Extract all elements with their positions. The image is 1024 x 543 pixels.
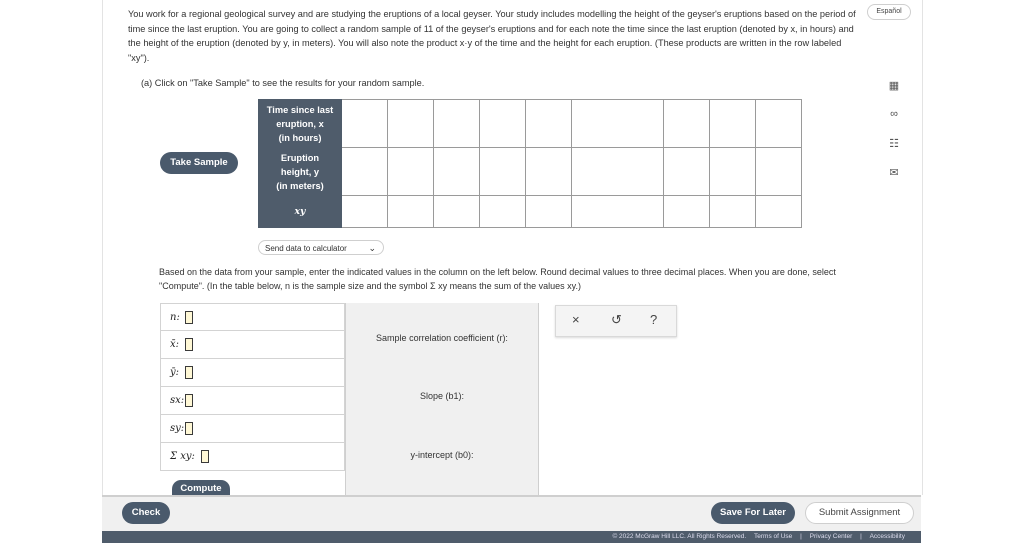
table-cell	[388, 100, 434, 148]
row-header-line: height, y	[280, 166, 320, 177]
compute-button[interactable]: Compute	[172, 480, 230, 498]
table-cell	[572, 100, 664, 148]
input-label: x̄:	[170, 339, 180, 350]
table-cell	[664, 196, 710, 228]
input-label: sx:	[170, 395, 185, 406]
table-row	[259, 148, 802, 196]
table-cell	[664, 100, 710, 148]
answer-toolbar	[555, 305, 677, 337]
sx-input[interactable]	[185, 394, 193, 407]
table-cell	[572, 148, 664, 196]
row-header-line: eruption, x	[276, 118, 324, 129]
input-column	[160, 303, 346, 495]
left-margin	[0, 0, 102, 543]
table-cell	[342, 100, 388, 148]
undo-icon[interactable]: ↺	[611, 312, 622, 327]
input-row-sum-xy	[160, 443, 345, 471]
help-icon[interactable]: ?	[650, 312, 658, 327]
table-cell	[710, 196, 756, 228]
intercept-label: y-intercept (b0):	[410, 450, 474, 460]
row-header-xy	[259, 196, 342, 228]
input-row-xbar	[160, 331, 345, 359]
input-label: n:	[170, 312, 180, 323]
table-cell	[342, 196, 388, 228]
save-for-later-button[interactable]: Save For Later	[711, 502, 795, 524]
ybar-input[interactable]	[185, 366, 193, 379]
language-button[interactable]: Español	[867, 4, 911, 20]
input-row-sx	[160, 387, 345, 415]
table-cell	[480, 148, 526, 196]
n-input[interactable]	[185, 311, 193, 324]
table-cell	[388, 148, 434, 196]
table-cell	[756, 100, 802, 148]
table-cell	[434, 196, 480, 228]
row-header-line: Eruption	[280, 152, 320, 163]
row-header-time	[259, 100, 342, 148]
mail-icon[interactable]: ✉	[889, 167, 899, 179]
row-header-line: Time since last	[266, 104, 334, 115]
instructions-text: Based on the data from your sample, enter the indicated values in the column on the left below. Round decimal values to three decimal places. When you are done, select "Compute". (In the table below, n is the sample size and the symbol Σ xy means the sum of the values xy.)	[159, 267, 836, 291]
table-row	[259, 196, 802, 228]
link-icon[interactable]: ∞	[890, 108, 898, 120]
table-cell	[388, 196, 434, 228]
row-header-line: xy	[294, 205, 306, 217]
input-row-ybar	[160, 359, 345, 387]
row-header-height	[259, 148, 342, 196]
table-cell	[526, 196, 572, 228]
table-cell	[434, 148, 480, 196]
table-cell	[480, 196, 526, 228]
table-cell	[710, 100, 756, 148]
submit-assignment-button[interactable]: Submit Assignment	[805, 502, 914, 524]
input-label: sy:	[170, 423, 185, 434]
row-header-line: (in meters)	[276, 180, 324, 191]
calculator-icon[interactable]: ▦	[888, 80, 900, 92]
table-cell	[434, 100, 480, 148]
table-cell	[526, 100, 572, 148]
input-label: ȳ:	[170, 367, 180, 378]
sum-xy-input[interactable]	[201, 450, 209, 463]
input-label: Σ xy:	[170, 451, 195, 462]
sy-input[interactable]	[185, 422, 193, 435]
table-cell	[342, 148, 388, 196]
input-row-n	[160, 303, 345, 331]
xbar-input[interactable]	[185, 338, 193, 351]
sample-table	[258, 99, 802, 228]
privacy-link[interactable]: Privacy Center	[809, 533, 853, 540]
send-data-label: Send data to calculator	[265, 244, 347, 253]
table-cell	[756, 148, 802, 196]
chevron-down-icon: ⌄	[368, 243, 376, 253]
input-row-sy	[160, 415, 345, 443]
check-button[interactable]: Check	[122, 502, 170, 524]
right-margin	[921, 0, 1024, 543]
copyright-text: © 2022 McGraw Hill LLC. All Rights Reserved.	[612, 533, 747, 540]
correlation-label: Sample correlation coefficient (r):	[376, 333, 508, 343]
table-row	[259, 100, 802, 148]
table-cell	[572, 196, 664, 228]
table-cell	[526, 148, 572, 196]
row-header-line: (in hours)	[278, 132, 322, 143]
take-sample-button[interactable]: Take Sample	[160, 152, 238, 174]
accessibility-link[interactable]: Accessibility	[869, 533, 905, 540]
page-footer	[102, 531, 921, 543]
table-cell	[480, 100, 526, 148]
ebook-icon[interactable]: ☷	[889, 138, 899, 150]
send-data-dropdown[interactable]	[258, 240, 384, 255]
footer-divider: |	[800, 533, 802, 540]
table-cell	[756, 196, 802, 228]
terms-link[interactable]: Terms of Use	[754, 533, 793, 540]
results-column	[346, 303, 539, 495]
footer-divider: |	[860, 533, 862, 540]
part-a-prompt: (a) Click on "Take Sample" to see the results for your random sample.	[141, 78, 425, 88]
close-icon[interactable]: ×	[572, 312, 580, 327]
slope-label: Slope (b1):	[419, 391, 465, 401]
table-cell	[664, 148, 710, 196]
table-cell	[710, 148, 756, 196]
action-bar	[102, 495, 921, 533]
intro-text: You work for a regional geological survey and are studying the eruptions of a local geyser. Your study includes modelling the height of the geyser's eruptions based on the period of time since the last eruption. You are going to collect a random sample of 11 of the geyser's eruptions and for each note the time since the last eruption (denoted by x, in hours) and the height of the eruption (denoted by y, in meters). You will also note the product x·y of the time and the height for each eruption. (These products are written in the row labeled "xy").	[128, 9, 856, 63]
